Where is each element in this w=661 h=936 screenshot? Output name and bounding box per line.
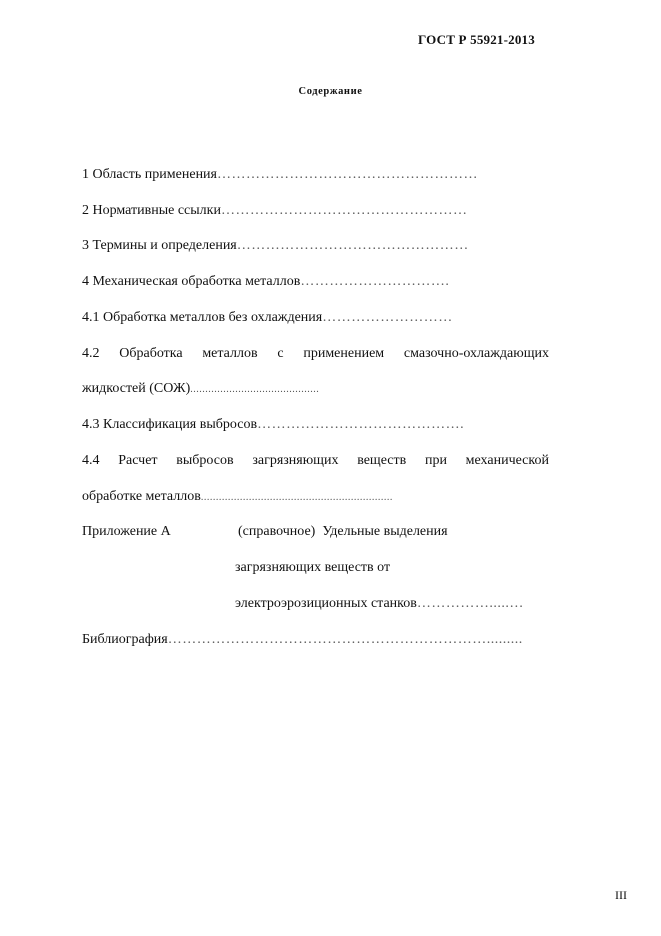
appendix-title: загрязняющих веществ от [235, 560, 391, 575]
word: 4.4 [82, 453, 100, 468]
dot-leader: ........................................... [190, 384, 320, 395]
toc-appendix-a-label [82, 523, 171, 541]
word: 4.2 [82, 346, 100, 361]
word: Обработка [119, 346, 183, 361]
toc-entry-text: 2 Нормативные ссылки [82, 203, 221, 218]
word: смазочно-охлаждающих [403, 346, 549, 361]
toc-entry-4-3 [82, 416, 464, 434]
word: с [277, 346, 284, 361]
toc-entry-text: обработке металлов [82, 489, 201, 504]
word: металлов [202, 346, 258, 361]
toc-entry-4-2-line1 [82, 345, 549, 363]
word: выбросов [176, 453, 234, 468]
word: веществ [357, 453, 407, 468]
dot-leader: ……………………… [322, 310, 453, 325]
dot-leader: …………………………. [300, 274, 450, 289]
toc-entry-4-4-line1 [82, 452, 549, 470]
word: механической [465, 453, 549, 468]
toc-entry-text: 4.1 Обработка металлов без охлаждения [82, 310, 323, 325]
toc-entry-2 [82, 202, 467, 220]
toc-entry-4 [82, 273, 449, 291]
toc-entry-1 [82, 166, 478, 184]
toc-entry-text: Библиография [82, 632, 168, 647]
dot-leader: ……………………………………………… [217, 167, 478, 182]
toc-appendix-a-line3 [235, 595, 524, 613]
standard-code-header: ГОСТ Р 55921-2013 [418, 32, 535, 47]
toc-appendix-a-line2 [235, 559, 390, 577]
word: Расчет [118, 453, 158, 468]
appendix-title: (справочное) Удельные выделения [238, 524, 448, 539]
toc-entry-text: 4 Механическая обработка металлов [82, 274, 301, 289]
word: загрязняющих [252, 453, 339, 468]
toc-entry-bibliography [82, 631, 523, 649]
appendix-label: Приложение А [82, 524, 171, 539]
toc-entry-text: 4.3 Классификация выбросов [82, 417, 258, 432]
toc-entry-3 [82, 237, 469, 255]
word: при [424, 453, 447, 468]
dot-leader: …………………………………………… [220, 203, 468, 218]
toc-entry-4-4-line2 [82, 488, 393, 507]
toc-title: Содержание [298, 86, 363, 97]
toc-entry-text: 1 Область применения [82, 167, 217, 182]
toc-appendix-a-line1 [238, 523, 448, 541]
dot-leader: ……………………………………. [257, 417, 465, 432]
word: применением [303, 346, 385, 361]
dot-leader: …………….....… [416, 596, 524, 611]
toc-entry-4-1 [82, 309, 453, 327]
toc-entry-text: 3 Термины и определения [82, 238, 237, 253]
toc-entry-text: жидкостей (СОЖ) [82, 381, 191, 396]
page-number: III [615, 888, 627, 902]
dot-leader: ................................................................ [200, 492, 393, 503]
dot-leader: …………………………………………………………......... [167, 632, 523, 647]
dot-leader: ………………………………………… [236, 238, 469, 253]
toc-entry-4-2-line2 [82, 380, 319, 399]
appendix-title: электроэрозиционных станков [235, 596, 417, 611]
